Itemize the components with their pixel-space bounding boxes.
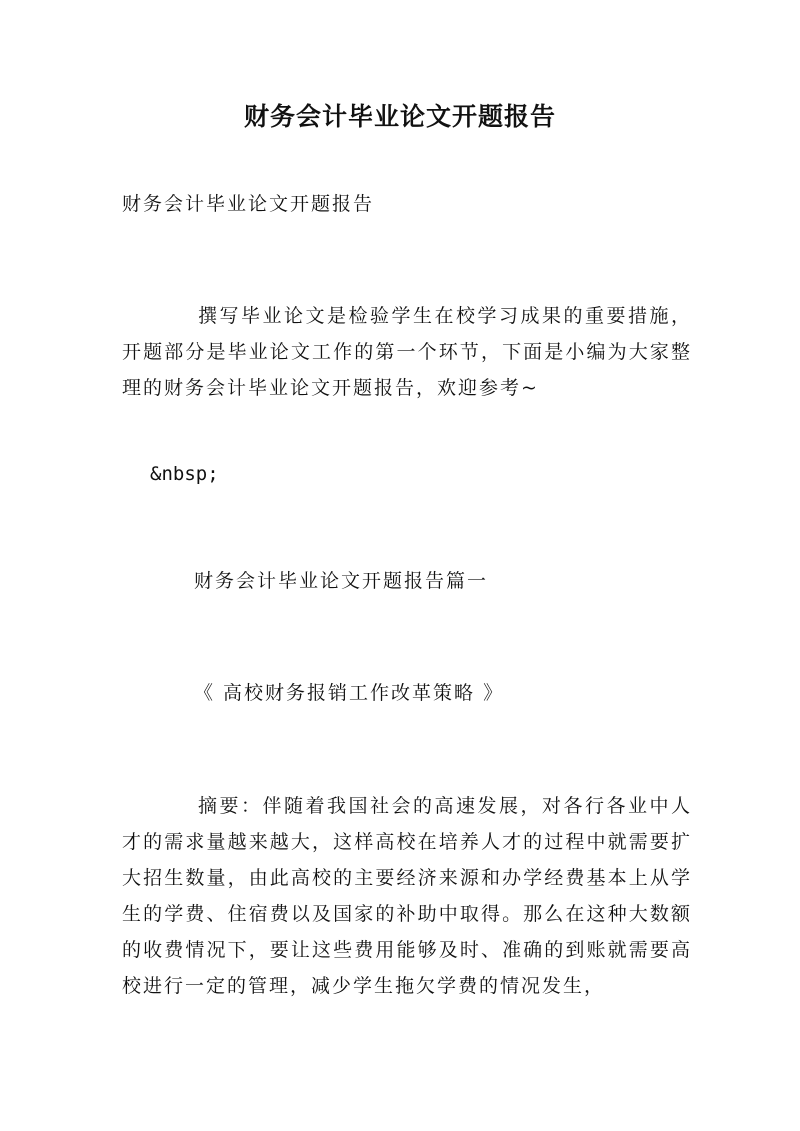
- paper-title: 《 高校财务报销工作改革策略 》: [194, 682, 505, 704]
- document-subtitle: 财务会计毕业论文开题报告: [122, 193, 375, 215]
- section-heading: 财务会计毕业论文开题报告篇一: [194, 570, 489, 592]
- abstract-paragraph: 摘要：伴随着我国社会的高速发展，对各行各业中人才的需求量越来越大，这样高校在培养人才的过程中就需要扩大招生数量，由此高校的主要经济来源和办学经费基本上从学生的学费、住宿费以及国家的补助中取得。那么在这种大数额的收费情况下，要让这些费用能够及时、准确的到账就需要高校进行一定的管理，减少学生拖欠学费的情况发生，: [122, 795, 692, 997]
- document-title: 财务会计毕业论文开题报告: [243, 102, 556, 131]
- nbsp-text: &nbsp;: [150, 463, 219, 485]
- intro-paragraph: 撰写毕业论文是检验学生在校学习成果的重要措施，开题部分是毕业论文工作的第一个环节，下面是小编为大家整理的财务会计毕业论文开题报告，欢迎参考~: [122, 305, 692, 399]
